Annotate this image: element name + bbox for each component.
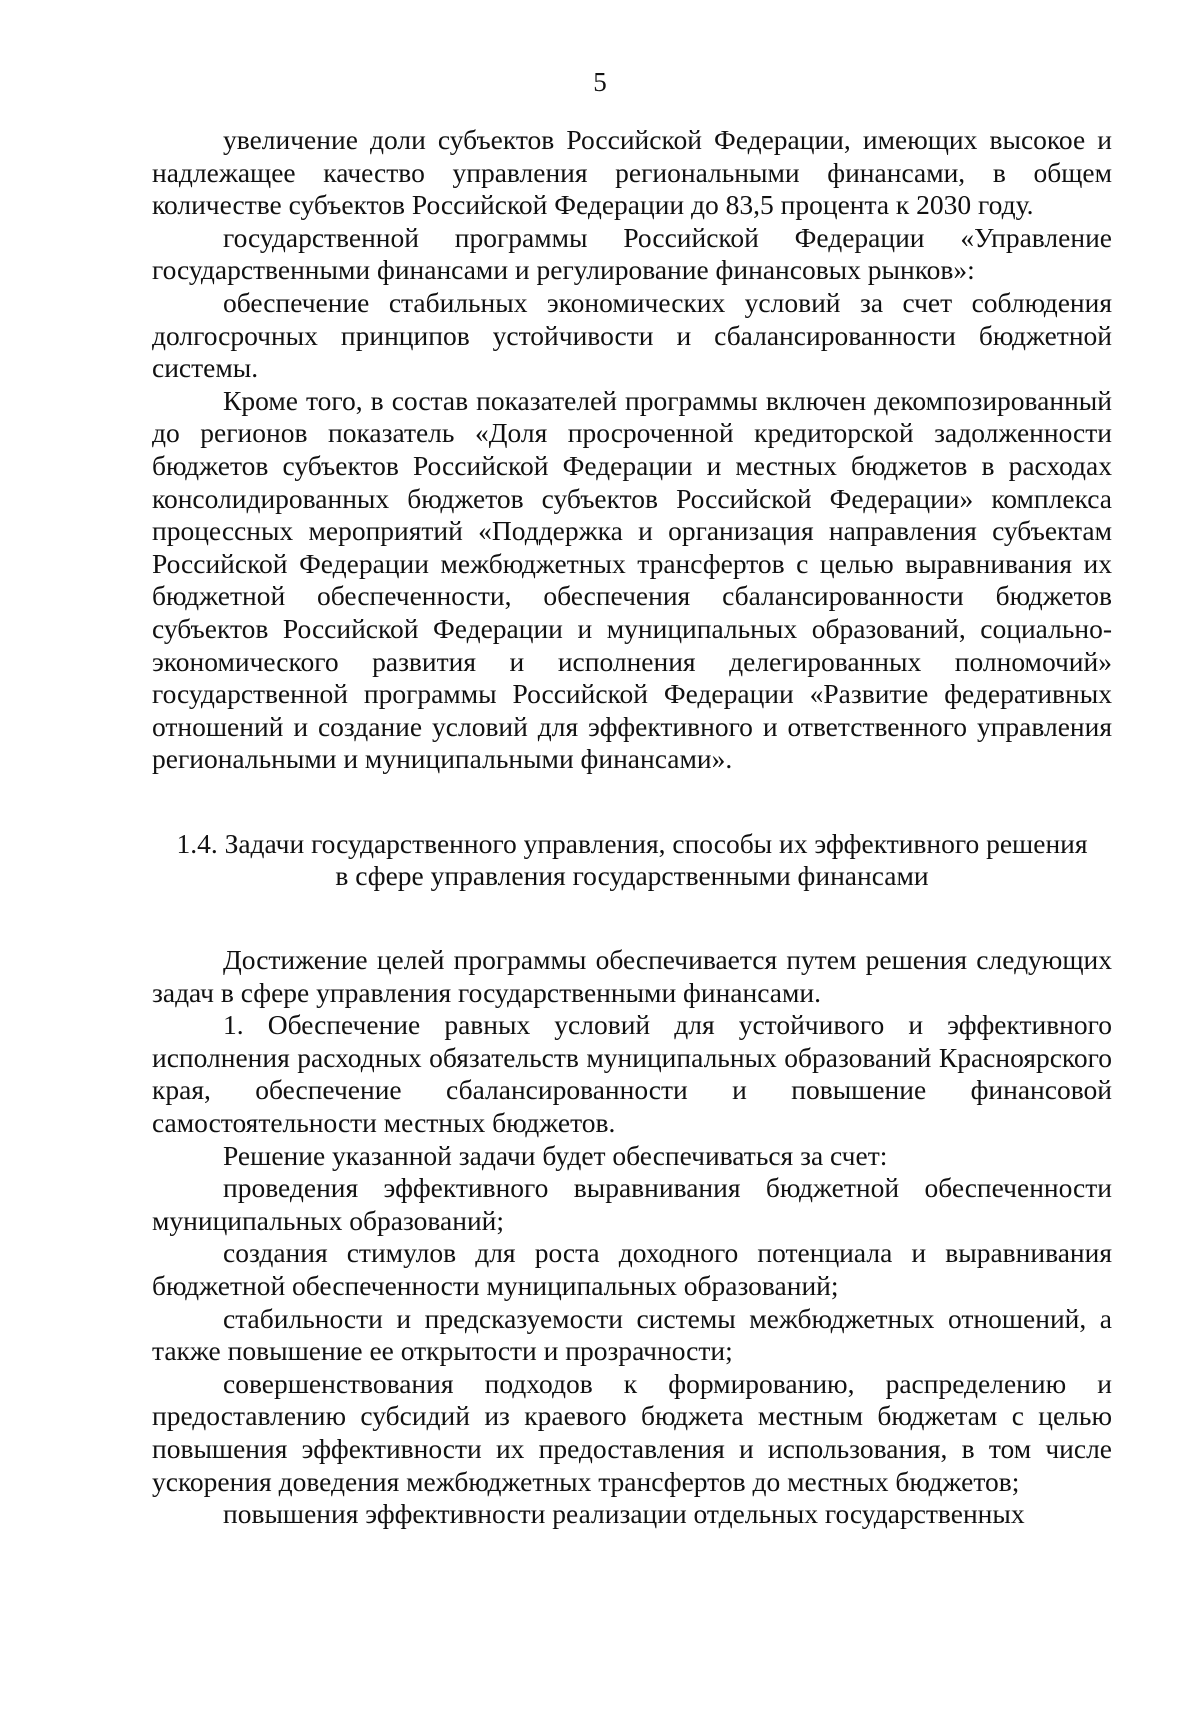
paragraph: стабильности и предсказуемости системы межбюджетных отношений, а также повышение ее открытости и прозрачности; [152, 1302, 1112, 1367]
section-heading-line: в сфере управления государственными финансами [335, 860, 929, 892]
page-number: 5 [593, 67, 607, 97]
document-body [152, 124, 1112, 1531]
paragraph: Достижение целей программы обеспечивается путем решения следующих задач в сфере управления государственными финансами. [152, 944, 1112, 1008]
paragraph: совершенствования подходов к формированию, распределению и предоставлению субсидий из краевого бюджета местным бюджетам с целью повышения эффективности их предоставления и использования, в том числе ускорения доведения межбюджетных трансфертов до местных бюджетов; [152, 1367, 1112, 1497]
paragraph: Кроме того, в состав показателей программы включен декомпозированный до регионов показатель «Доля просроченной кредиторской задолженности бюджетов субъектов Российской Федерации и местных бюджетов в расходах консолидированных бюджетов субъектов Российской Федерации» комплекса процессных мероприятий «Поддержка и организация направления субъектам Российской Федерации межбюджетных трансфертов с целью выравнивания их бюджетной обеспеченности, обеспечения сбалансированности бюджетов субъектов Российской Федерации и муниципальных образований, социально-экономического развития и исполнения делегированных полномочий» государственной программы Российской Федерации «Развитие федеративных отношений и создание условий для эффективного и ответственного управления региональными и муниципальными финансами». [152, 384, 1112, 775]
paragraph: увеличение доли субъектов Российской Федерации, имеющих высокое и надлежащее качество управления региональными финансами, в общем количестве субъектов Российской Федерации до 83,5 процента к 2030 году. [152, 124, 1112, 221]
paragraph: обеспечение стабильных экономических условий за счет соблюдения долгосрочных принципов устойчивости и сбалансированности бюджетной системы. [152, 286, 1112, 384]
paragraph: повышения эффективности реализации отдельных государственных [223, 1498, 1025, 1530]
paragraph: Решение указанной задачи будет обеспечиваться за счет: [223, 1139, 888, 1171]
paragraph: государственной программы Российской Федерации «Управление государственными финансами и регулирование финансовых рынков»: [152, 221, 1112, 286]
paragraph: проведения эффективного выравнивания бюджетной обеспеченности муниципальных образований; [152, 1172, 1112, 1236]
paragraph: создания стимулов для роста доходного потенциала и выравнивания бюджетной обеспеченности муниципальных образований; [152, 1237, 1112, 1301]
section-heading [152, 828, 1112, 893]
section-heading-line: 1.4. Задачи государственного управления, способы их эффективного решения [176, 827, 1088, 859]
paragraph: 1. Обеспечение равных условий для устойчивого и эффективного исполнения расходных обязательств муниципальных образований Красноярского края, обеспечение сбалансированности и повышение финансовой самостоятельности местных бюджетов. [152, 1009, 1112, 1139]
